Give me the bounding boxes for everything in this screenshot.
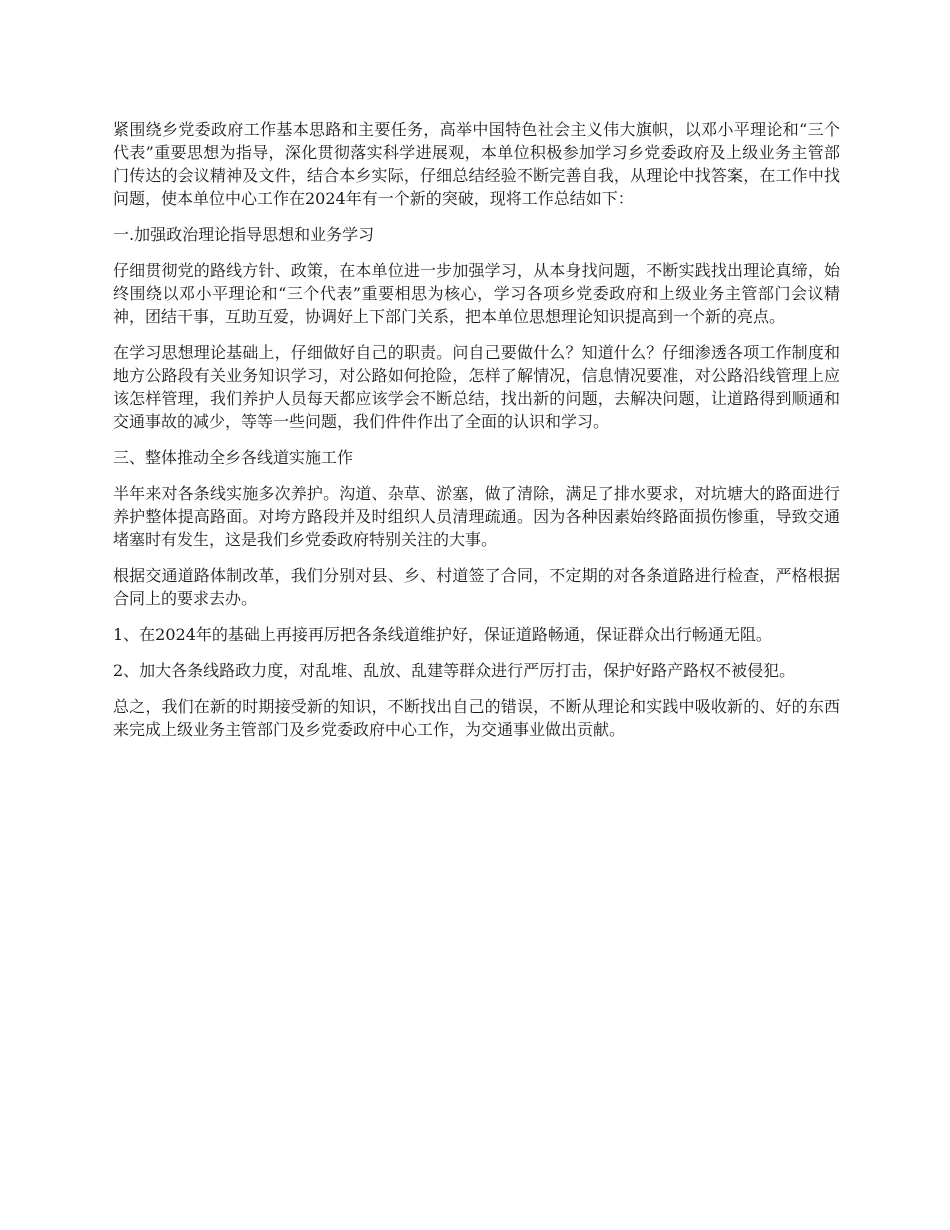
paragraph-theory-study: 仔细贯彻党的路线方针、政策，在本单位进一步加强学习，从本身找问题，不断实践找出理论真缔，始终围绕以邓小平理论和“三个代表”重要相思为核心，学习各项乡党委政府和上级业务主管部门会议精神，团结干事，互助互爱，协调好上下部门关系，把本单位思想理论知识提高到一个新的亮点。 <box>113 261 840 326</box>
section-heading-3: 三、整体推动全乡各线道实施工作 <box>113 448 354 467</box>
paragraph-reform: 根据交通道路体制改革，我们分别对县、乡、村道签了合同，不定期的对各条道路进行检查，严格根据合同上的要求去办。 <box>113 566 840 608</box>
conclusion-paragraph: 总之，我们在新的时期接受新的知识，不断找出自己的错误，不断从理论和实践中吸收新的、好的东西来完成上级业务主管部门及乡党委政府中心工作，为交通事业做出贡献。 <box>113 697 840 739</box>
document-body <box>113 118 840 754</box>
list-item-2: 2、加大各条线路政力度，对乱堆、乱放、乱建等群众进行严厉打击，保护好路产路权不被侵犯。 <box>113 661 796 680</box>
paragraph-maintenance: 半年来对各条线实施多次养护。沟道、杂草、淤塞，做了清除，满足了排水要求，对坑塘大的路面进行养护整体提高路面。对垮方路段并及时组织人员清理疏通。因为各种因素始终路面损伤惨重，导致交通堵塞时有发生，这是我们乡党委政府特别关注的大事。 <box>113 484 840 549</box>
paragraph-duties: 在学习思想理论基础上，仔细做好自己的职责。问自己要做什么？知道什么？仔细渗透各项工作制度和地方公路段有关业务知识学习，对公路如何抢险，怎样了解情况，信息情况要准，对公路沿线管理上应该怎样管理，我们养护人员每天都应该学会不断总结，找出新的问题，去解决问题，让道路得到顺通和交通事故的减少，等等一些问题，我们件件作出了全面的认识和学习。 <box>113 343 840 431</box>
section-heading-1: 一.加强政治理论指导思想和业务学习 <box>113 225 375 244</box>
list-item-1: 1、在2024年的基础上再接再厉把各条线道维护好，保证道路畅通，保证群众出行畅通无阻。 <box>113 625 772 644</box>
intro-paragraph: 紧围绕乡党委政府工作基本思路和主要任务，高举中国特色社会主义伟大旗帜，以邓小平理论和“三个代表”重要思想为指导，深化贯彻落实科学进展观，本单位积极参加学习乡党委政府及上级业务主管部门传达的会议精神及文件，结合本乡实际，仔细总结经验不断完善自我，从理论中找答案，在工作中找问题，使本单位中心工作在2024年有一个新的突破，现将工作总结如下： <box>113 120 840 208</box>
